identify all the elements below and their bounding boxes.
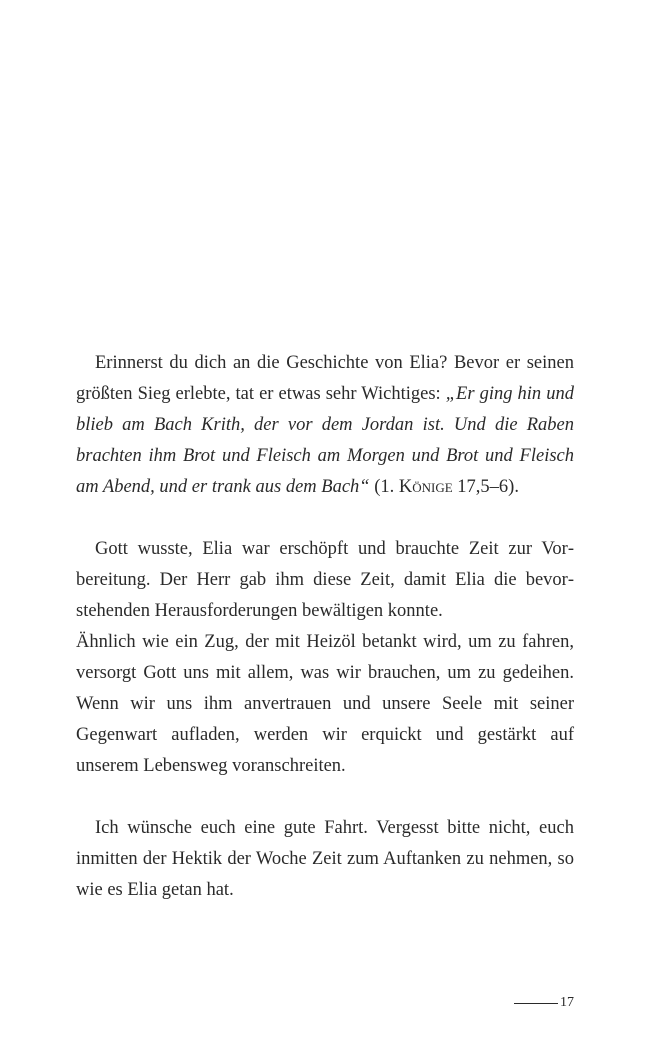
footer-rule: [514, 1003, 558, 1004]
paragraph-elia-story: [76, 348, 574, 503]
page-body: [76, 348, 574, 906]
bible-reference-book: Könige: [398, 477, 453, 497]
paragraph-closing-wish: Ich wünsche euch eine gute Fahrt. Vergesst bitte nicht, euch inmitten der Hektik der Woche Zeit zum Auftanken zu nehmen, so wie es Elia getan hat.: [76, 818, 574, 900]
paragraph-train-analogy: Ähnlich wie ein Zug, der mit Heizöl betankt wird, um zu fahren, versorgt Gott uns mit allem, was wir brauchen, um zu gedeihen. Wenn wir uns ihm anvertrauen und unsere Seele mit seiner Gegenwart aufladen, werden wir erquickt und gestärkt auf unserem Lebensweg voranschreiten.: [76, 632, 574, 776]
paragraph-elia-intro: Erinnerst du dich an die Geschichte von Elia? Bevor er seinen größten Sieg erlebte, tat er etwas sehr Wichtiges:: [76, 353, 574, 404]
paragraph-preparation: Gott wusste, Elia war erschöpft und brauchte Zeit zur Vorbereitung. Der Herr gab ihm diese Zeit, damit Elia die bevorstehenden Herausforderungen bewältigen konnte.: [76, 539, 574, 621]
page-number: 17: [560, 995, 574, 1010]
page-footer: [514, 995, 574, 1011]
bible-quote: „Er ging hin und blieb am Bach Krith, der vor dem Jordan ist. Und die Raben brachten ihm Brot und Fleisch am Morgen und Brot und Fleisch am Abend, und er trank aus dem Bach“: [76, 384, 574, 497]
bible-reference-verse: 17,5–6).: [452, 477, 519, 497]
bible-reference-open: (1.: [369, 477, 399, 497]
